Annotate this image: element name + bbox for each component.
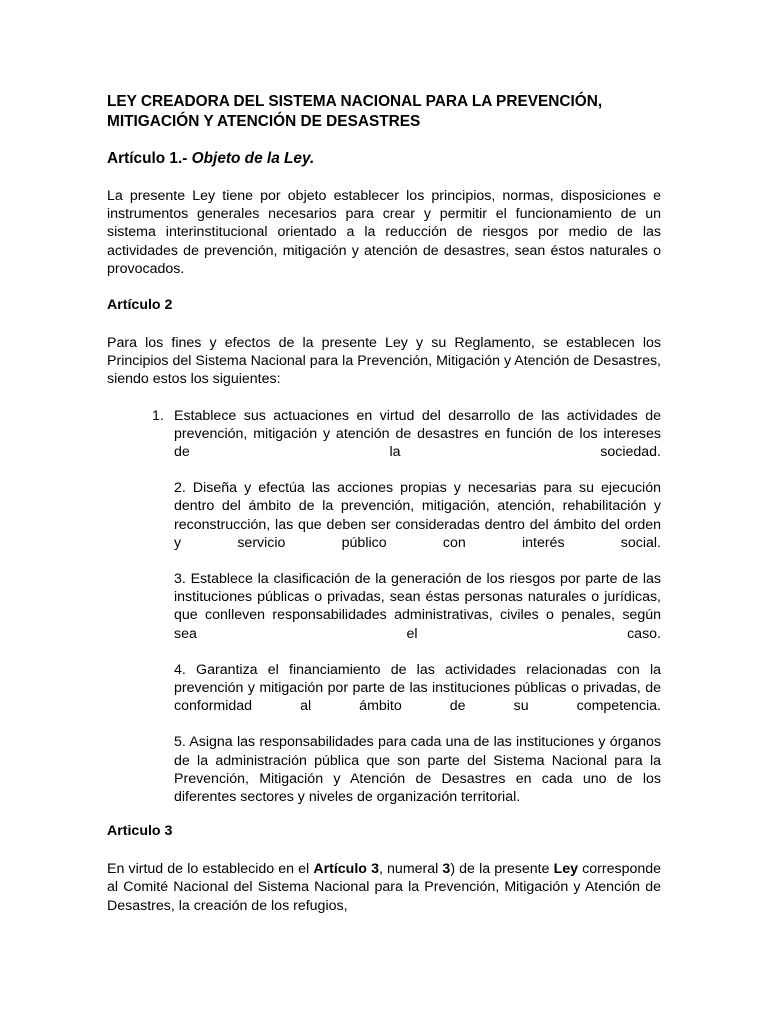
article-1-text: La presente Ley tiene por objeto establecer los principios, normas, disposiciones e instrumentos generales necesarios para crear y permitir el funcionamiento de un sistema interinstitucional orientado a la reducción de riesgos por medio de las actividades de prevención, mitigación y atención de desastres, sean éstos naturales o provocados. [107, 188, 661, 277]
article-3-bold-ley: Ley [553, 861, 579, 878]
article-3-bold-ref: Artículo 3 [313, 861, 379, 878]
list-item-text: 2. Diseña y efectúa las acciones propias y necesarias para su ejecución dentro del ámbito de la prevención, mitigación, atención, rehabilitación y reconstrucción, las que deben ser consideradas dentro del ámbito del orden y servicio público con interés social. [174, 480, 661, 551]
article-2-heading: Artículo 2 [107, 297, 173, 314]
list-item [107, 407, 661, 462]
article-3-text [107, 860, 661, 915]
article-3-text-part: corresponde al Comité Nacional del Sistema Nacional para la Prevención, Mitigación y Atención de Desastres, la creación de los refugios, [107, 861, 662, 914]
article-1-number: Artículo 1.- [107, 150, 188, 167]
list-item-number: 1. [152, 407, 164, 424]
list-item-text: Establece sus actuaciones en virtud del desarrollo de las actividades de prevención, mitigación y atención de desastres en función de los intereses de la sociedad. [174, 407, 661, 461]
list-item [107, 661, 661, 716]
article-3-text-part: ) de la presente [450, 861, 554, 878]
list-item-text: 3. Establece la clasificación de la generación de los riesgos por parte de las instituciones públicas o privadas, sean éstas personas naturales o jurídicas, que conlleven responsabilidades administrativas, civiles o penales, según sea el caso. [174, 571, 661, 642]
principles-list [107, 407, 661, 807]
article-3-text-part: , numeral [378, 861, 443, 878]
list-item-text: 4. Garantiza el financiamiento de las actividades relacionadas con la prevención y mitigación por parte de las instituciones públicas o privadas, de conformidad al ámbito de su competencia. [174, 661, 661, 715]
list-item-text: 5. Asigna las responsabilidades para cada una de las instituciones y órganos de la administración pública que son parte del Sistema Nacional para la Prevención, Mitigación y Atención de Desastres en cada uno de los diferentes sectores y niveles de organización territorial. [174, 734, 661, 806]
list-item [107, 733, 661, 806]
article-1-heading [107, 149, 661, 169]
article-3-text-part: En virtud de lo establecido en el [107, 861, 314, 878]
article-2-intro: Para los fines y efectos de la presente Ley y su Reglamento, se establecen los Principios del Sistema Nacional para la Prevención, Mitigación y Atención de Desastres, siendo estos los siguientes: [107, 335, 661, 388]
article-3-bold-numeral: 3 [442, 861, 451, 878]
article-3-heading: Articulo 3 [107, 823, 173, 840]
document-title: LEY CREADORA DEL SISTEMA NACIONAL PARA LA PREVENCIÓN, MITIGACIÓN Y ATENCIÓN DE DESASTRES [107, 93, 603, 130]
article-1-subheading: Objeto de la Ley. [191, 150, 315, 167]
list-item [107, 570, 661, 643]
list-item [107, 479, 661, 552]
